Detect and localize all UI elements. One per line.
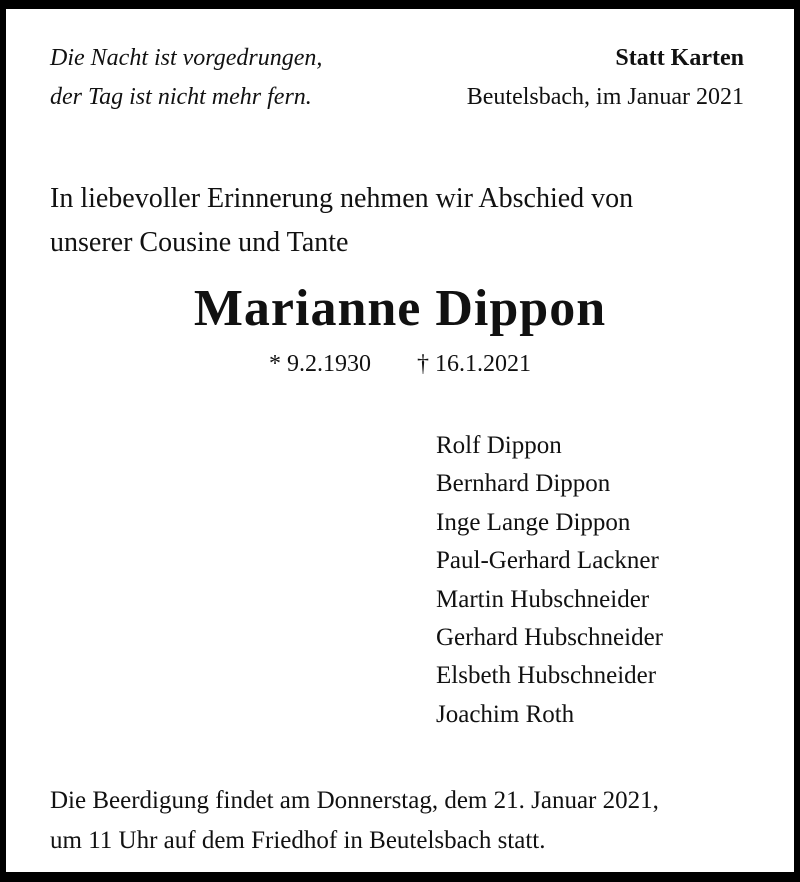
life-dates (6, 351, 794, 378)
mourner-name: Joachim Roth (436, 700, 575, 728)
funeral-info (50, 781, 659, 861)
statt-karten-title: Statt Karten (615, 45, 744, 71)
header-right (467, 39, 744, 117)
mourners-list (436, 427, 663, 734)
funeral-line-2: um 11 Uhr auf dem Friedhof in Beutelsbach statt. (50, 827, 546, 854)
birth-date: * 9.2.1930 (269, 351, 371, 377)
mourner-name: Bernhard Dippon (436, 470, 611, 498)
mourner-name: Rolf Dippon (436, 432, 562, 459)
mourner-name: Inge Lange Dippon (436, 508, 631, 536)
mourner-name: Gerhard Hubschneider (436, 624, 663, 652)
intro-line-1: In liebevoller Erinnerung nehmen wir Abschied von (50, 183, 634, 214)
mourner-name: Elsbeth Hubschneider (436, 662, 657, 690)
intro-text (50, 177, 633, 265)
mourner-name: Paul-Gerhard Lackner (436, 547, 659, 575)
verse-quote (50, 39, 322, 117)
verse-line-2: der Tag ist nicht mehr fern. (50, 84, 312, 110)
funeral-line-1: Die Beerdigung findet am Donnerstag, dem 21. Januar 2021, (50, 787, 659, 814)
obituary-notice (6, 9, 794, 872)
place-date: Beutelsbach, im Januar 2021 (466, 84, 744, 110)
mourner-name: Martin Hubschneider (436, 585, 650, 613)
death-date: † 16.1.2021 (417, 351, 531, 377)
deceased-name: Marianne Dippon (193, 280, 607, 337)
verse-line-1: Die Nacht ist vorgedrungen, (50, 45, 323, 71)
intro-line-2: unserer Cousine und Tante (50, 227, 349, 258)
